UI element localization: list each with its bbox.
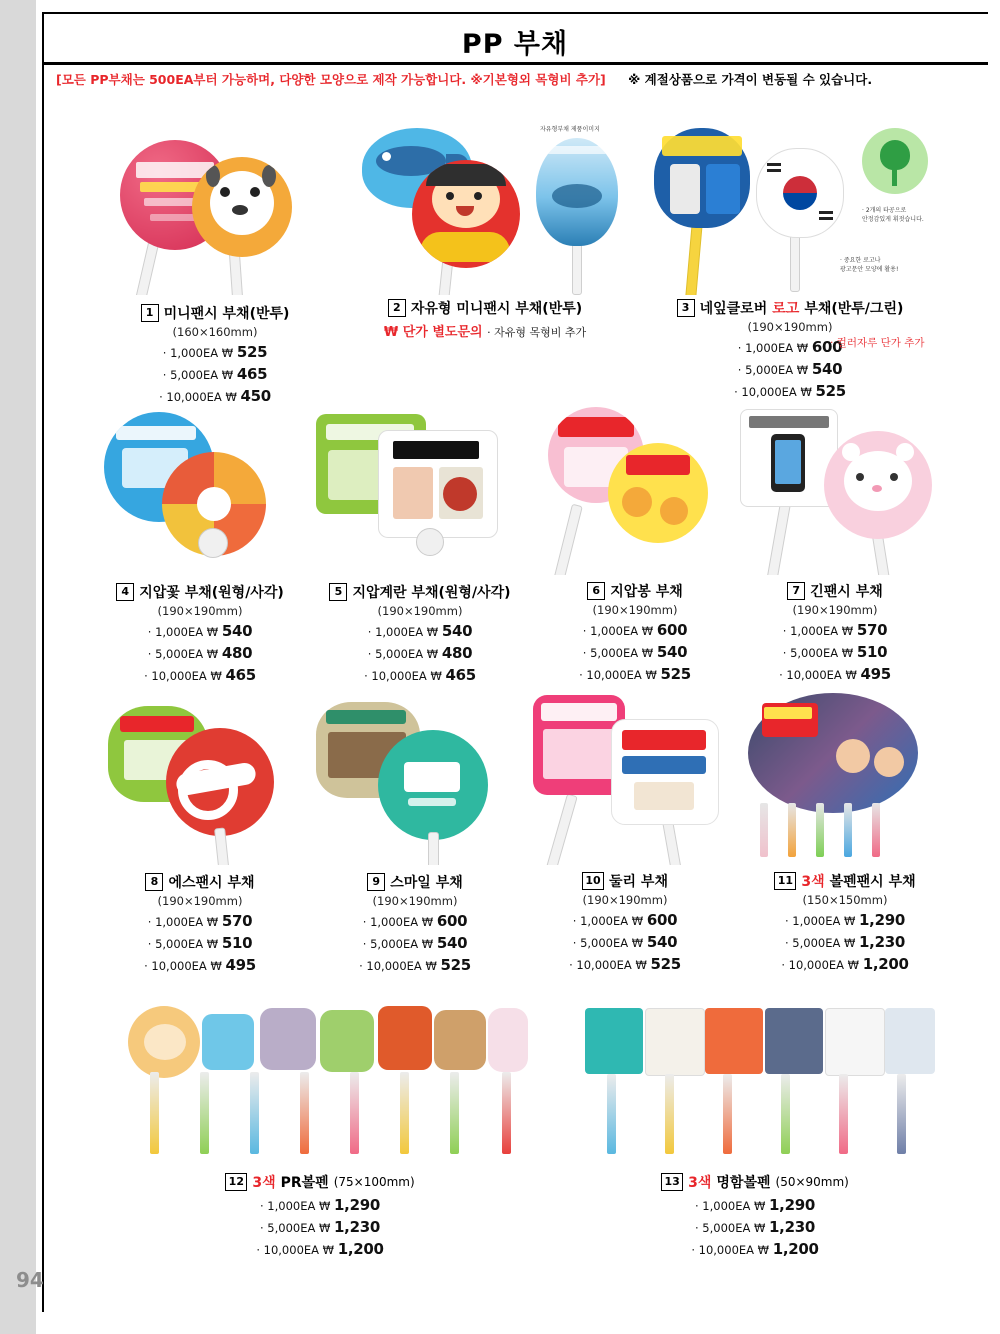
price-row: · 1,000EA ₩ 570 <box>147 912 253 930</box>
product-name-highlight: 로고 <box>772 301 800 317</box>
product-name: 둘리 부채 <box>609 874 668 890</box>
price-row: · 10,000EA ₩ 450 <box>159 386 271 405</box>
product-name-prefix: 네잎클로버 <box>699 301 768 317</box>
product-price-list <box>90 621 310 686</box>
price-row: · 5,000EA ₩ 480 <box>147 643 253 662</box>
product-dims: (190×190mm) <box>747 320 833 334</box>
ballpoint-pen <box>665 1074 674 1154</box>
product-price-list <box>515 910 735 975</box>
product-image-1 <box>90 115 340 295</box>
fan-handle <box>428 832 439 865</box>
price-row: · 10,000EA ₩ 1,200 <box>256 1239 384 1258</box>
notice-red-text: [모든 PP부채는 500EA부터 가능하며, 다양한 모양으로 제작 가능합니다. ※기본형외 목형비 추가] <box>56 72 606 87</box>
callout-note-1: · 2개의 타공으로 안정감있게 휘젓습니다. <box>862 207 924 223</box>
ballpoint-pen <box>200 1072 209 1154</box>
price-row: · 5,000EA ₩ 1,230 <box>259 1217 380 1236</box>
fan-handle <box>539 793 578 865</box>
product-name-color-count: 3색 <box>252 1175 276 1191</box>
price-row: · 1,000EA ₩ 600 <box>582 621 688 639</box>
product-caption-3 <box>640 298 940 402</box>
price-row: · 5,000EA ₩ 540 <box>582 642 688 661</box>
product-item-1[interactable] <box>90 115 340 405</box>
product-number-badge: 6 <box>587 582 605 600</box>
ballpoint-pen <box>760 803 768 857</box>
product-number-badge: 4 <box>116 583 134 601</box>
product-dims: (190×190mm) <box>592 603 678 617</box>
ballpoint-pen <box>788 803 796 857</box>
product-price-list <box>300 621 540 686</box>
price-row: · 1,000EA ₩ 600 <box>737 338 843 356</box>
product-name: PR볼펜 <box>280 1175 329 1191</box>
price-row: · 5,000EA ₩ 540 <box>737 359 843 378</box>
product-item-12[interactable] <box>110 1000 530 1270</box>
product-dims-inline: (75×100mm) <box>333 1175 415 1189</box>
ballpoint-pen <box>150 1072 159 1154</box>
page-left-strip <box>0 0 42 1334</box>
product-image-11 <box>730 685 960 865</box>
product-image-4 <box>90 400 310 575</box>
inquiry-subnote: · 자유형 목형비 추가 <box>487 326 587 339</box>
ballpoint-pen <box>502 1072 511 1154</box>
product-caption-6 <box>530 581 740 685</box>
product-image-5 <box>300 400 540 575</box>
ballpoint-pen <box>897 1074 906 1154</box>
price-row: · 1,000EA ₩ 540 <box>147 622 253 640</box>
product-price-list <box>110 1195 530 1260</box>
business-card-topper <box>885 1008 935 1074</box>
product-item-3[interactable] <box>640 110 960 400</box>
notice-black-text: ※ 계절상품으로 가격이 변동될 수 있습니다. <box>628 72 873 87</box>
price-row: · 10,000EA ₩ 1,200 <box>691 1239 819 1258</box>
product-image-3 <box>640 110 960 295</box>
fan-shape-flag <box>756 148 844 238</box>
page-number: 94 <box>16 1268 44 1292</box>
fan-shape-white-square <box>378 430 498 538</box>
product-caption-8 <box>90 872 310 976</box>
product-number-badge: 12 <box>225 1173 247 1191</box>
product-item-13[interactable] <box>565 1000 945 1270</box>
ballpoint-pen <box>872 803 880 857</box>
product-name: 미니팬시 부채(반투) <box>163 306 290 322</box>
ballpoint-pen <box>300 1072 309 1154</box>
product-dims-inline: (50×90mm) <box>775 1175 849 1189</box>
product-number-badge: 3 <box>677 299 695 317</box>
price-row: · 1,000EA ₩ 525 <box>162 343 268 361</box>
business-card-topper <box>825 1008 885 1076</box>
product-dims: (150×150mm) <box>802 893 888 907</box>
product-price-list <box>530 620 740 685</box>
image-annotation: 자유형부채 제품이미지 <box>540 126 600 133</box>
product-name: 볼펜팬시 부채 <box>829 874 916 890</box>
callout-note-2: · 중요한 로고나 광고문안 모양에 활용! <box>840 257 899 273</box>
price-row: · 10,000EA ₩ 525 <box>579 664 691 683</box>
price-row: · 10,000EA ₩ 465 <box>144 665 256 684</box>
product-price-list <box>720 620 950 685</box>
ballpoint-pen <box>607 1074 616 1154</box>
product-caption-5 <box>300 582 540 686</box>
product-name: 에스팬시 부채 <box>168 875 255 891</box>
price-row: · 1,000EA ₩ 540 <box>367 622 473 640</box>
product-number-badge: 1 <box>141 304 159 322</box>
product-number-badge: 7 <box>787 582 805 600</box>
product-item-10[interactable] <box>515 685 735 980</box>
price-row: · 10,000EA ₩ 525 <box>569 954 681 973</box>
product-price-list <box>300 911 530 976</box>
product-image-9 <box>300 690 530 865</box>
product-caption-10 <box>515 871 735 975</box>
product-name: 긴팬시 부채 <box>810 584 883 600</box>
fan-handle <box>549 504 583 575</box>
fan-shape-clover <box>654 128 750 228</box>
product-price-inquiry <box>340 321 630 340</box>
product-price-list <box>730 910 960 975</box>
product-dims: (160×160mm) <box>172 325 258 339</box>
fan-shape-phone-ad <box>740 409 838 507</box>
product-number-badge: 13 <box>661 1173 683 1191</box>
fan-handle <box>682 220 703 295</box>
product-image-12 <box>110 1000 530 1165</box>
ballpoint-pen <box>250 1072 259 1154</box>
product-number-badge: 5 <box>329 583 347 601</box>
product-item-5[interactable] <box>300 400 540 685</box>
fan-disc-cat <box>824 431 932 539</box>
pr-topper-blue <box>202 1014 254 1070</box>
price-row: · 1,000EA ₩ 1,290 <box>784 911 905 929</box>
fan-disc-fish-logo <box>166 728 274 836</box>
product-option-note-3: · 컬러자루 단가 추가 <box>830 337 925 349</box>
product-image-8 <box>90 690 310 865</box>
product-name-color-count: 3색 <box>801 874 825 890</box>
business-card-topper <box>645 1008 705 1076</box>
price-row: · 5,000EA ₩ 510 <box>147 933 253 952</box>
ballpoint-pen <box>781 1074 790 1154</box>
ballpoint-pen <box>450 1072 459 1154</box>
won-symbol: ₩ <box>383 325 399 340</box>
product-price-list <box>90 911 310 976</box>
product-caption-11 <box>730 871 960 975</box>
product-caption-2 <box>340 298 630 340</box>
product-number-badge: 8 <box>145 873 163 891</box>
product-caption-13 <box>565 1172 945 1260</box>
pr-topper-leaf <box>320 1010 374 1072</box>
price-row: · 1,000EA ₩ 570 <box>782 621 888 639</box>
ballpoint-pen <box>723 1074 732 1154</box>
business-card-topper <box>705 1008 763 1074</box>
price-row: · 1,000EA ₩ 600 <box>572 911 678 929</box>
pr-topper-bear <box>434 1010 486 1070</box>
fan-disc-teal <box>378 730 488 840</box>
price-row: · 10,000EA ₩ 525 <box>734 381 846 400</box>
fan-shape-oval-ad <box>748 693 918 813</box>
fan-disc-boy <box>412 160 520 268</box>
fan-handle <box>572 238 582 295</box>
product-name-color-count: 3색 <box>688 1175 712 1191</box>
product-image-7 <box>720 395 950 575</box>
ballpoint-pen <box>844 803 852 857</box>
product-name: 지압계란 부채(원형/사각) <box>352 585 511 601</box>
product-caption-4 <box>90 582 310 686</box>
product-image-6 <box>530 395 740 575</box>
product-item-7[interactable] <box>720 395 950 685</box>
product-name: 지압봉 부채 <box>610 584 683 600</box>
product-name-suffix: 부채(반투/그린) <box>804 301 904 317</box>
price-row: · 10,000EA ₩ 525 <box>359 955 471 974</box>
product-item-9[interactable] <box>300 690 530 980</box>
product-item-4[interactable] <box>90 400 310 685</box>
price-row: · 5,000EA ₩ 510 <box>782 642 888 661</box>
product-dims: (190×190mm) <box>582 893 668 907</box>
ballpoint-pen <box>400 1072 409 1154</box>
business-card-topper <box>765 1008 823 1074</box>
product-item-6[interactable] <box>530 395 740 685</box>
product-number-badge: 11 <box>774 872 796 890</box>
price-row: · 5,000EA ₩ 465 <box>162 364 268 383</box>
inquiry-text: 단가 별도문의 <box>402 325 483 340</box>
product-dims: (190×190mm) <box>157 894 243 908</box>
product-dims: (190×190mm) <box>157 604 243 618</box>
price-row: · 5,000EA ₩ 1,230 <box>694 1217 815 1236</box>
product-caption-12 <box>110 1172 530 1260</box>
product-item-8[interactable] <box>90 690 310 980</box>
page-notice <box>56 70 986 88</box>
ballpoint-pen <box>839 1074 848 1154</box>
fan-grip-ring <box>416 528 444 556</box>
fan-disc-zebra <box>192 157 292 257</box>
price-row: · 5,000EA ₩ 540 <box>572 932 678 951</box>
product-dims: (190×190mm) <box>372 894 458 908</box>
page-title: PP 부채 <box>461 29 569 60</box>
header-divider <box>44 62 988 65</box>
fan-shape-white-coffee <box>611 719 719 825</box>
product-dims: (190×190mm) <box>792 603 878 617</box>
product-number-badge: 9 <box>367 873 385 891</box>
price-row: · 5,000EA ₩ 480 <box>367 643 473 662</box>
pr-topper-monkey-face <box>144 1024 186 1060</box>
fan-shape-ocean <box>536 138 618 246</box>
product-number-badge: 10 <box>582 872 604 890</box>
fan-handle <box>790 230 800 292</box>
product-image-2 <box>340 110 630 295</box>
business-card-topper <box>585 1008 643 1074</box>
pr-topper-gray <box>260 1008 316 1070</box>
fan-disc-yellow <box>608 443 708 543</box>
product-price-list <box>565 1195 945 1260</box>
price-row: · 10,000EA ₩ 465 <box>364 665 476 684</box>
price-row: · 1,000EA ₩ 1,290 <box>259 1196 380 1214</box>
pr-topper-rabbit <box>488 1008 528 1072</box>
ballpoint-pen <box>816 803 824 857</box>
product-item-11[interactable] <box>730 685 960 980</box>
product-name: 지압꽃 부채(원형/사각) <box>139 585 284 601</box>
price-row: · 5,000EA ₩ 540 <box>362 933 468 952</box>
product-name: 스마일 부채 <box>390 875 463 891</box>
product-image-13 <box>565 1000 945 1165</box>
product-price-list <box>90 342 340 407</box>
fan-handle <box>763 502 791 575</box>
product-caption-1 <box>90 303 340 407</box>
clover-icon-badge <box>862 128 928 194</box>
product-dims: (190×190mm) <box>377 604 463 618</box>
price-row: · 1,000EA ₩ 1,290 <box>694 1196 815 1214</box>
price-row: · 5,000EA ₩ 1,230 <box>784 932 905 951</box>
fan-grip-ring <box>198 528 228 558</box>
product-name: 명함볼펜 <box>716 1175 771 1191</box>
product-name: 자유형 미니팬시 부채(반투) <box>410 301 583 317</box>
product-caption-7 <box>720 581 950 685</box>
product-image-10 <box>515 685 735 865</box>
price-row: · 1,000EA ₩ 600 <box>362 912 468 930</box>
product-number-badge: 2 <box>388 299 406 317</box>
price-row: · 10,000EA ₩ 495 <box>779 664 891 683</box>
price-row: · 10,000EA ₩ 495 <box>144 955 256 974</box>
pr-topper-war <box>378 1006 432 1070</box>
price-row: · 10,000EA ₩ 1,200 <box>781 954 909 973</box>
ballpoint-pen <box>350 1072 359 1154</box>
product-item-2[interactable] <box>340 110 630 400</box>
product-caption-9 <box>300 872 530 976</box>
